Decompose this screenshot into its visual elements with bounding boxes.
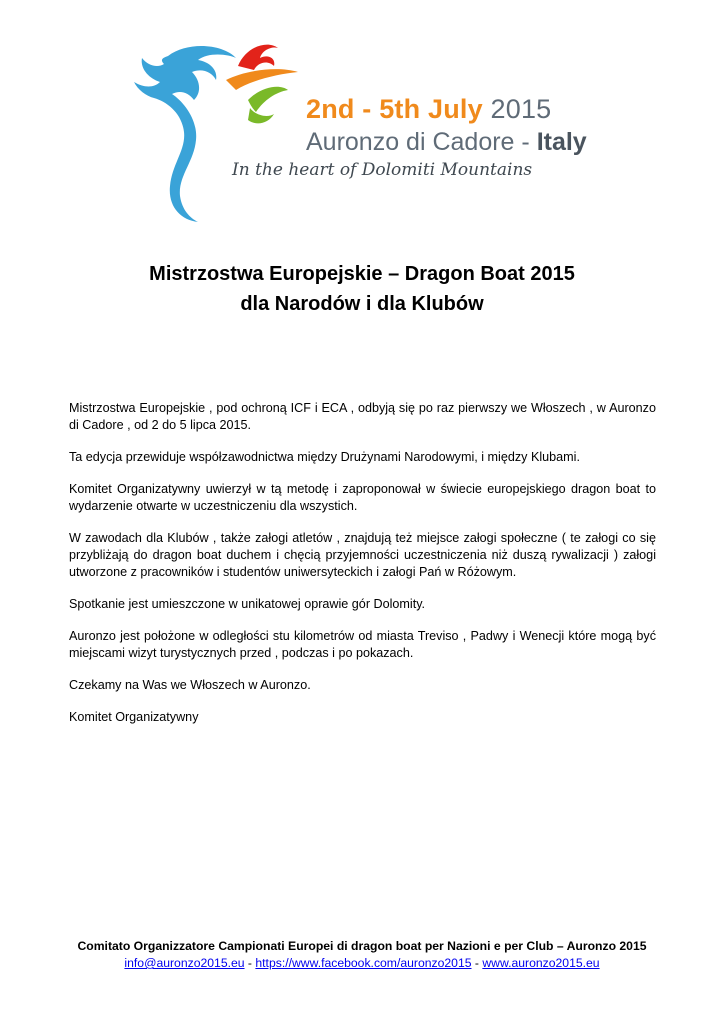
footer-separator: - [244,956,256,970]
leaf-green-shape [248,87,288,112]
page-footer [0,938,724,972]
logo-country-text: Italy [536,128,587,156]
document-title [0,259,724,319]
paragraph: Komitet Organizatywny uwierzył w tą metodę i zaproponował w świecie europejskiego dragon boat to wydarzenie otwarte w uczestniczeniu dla wszystich. [69,482,656,513]
paragraph: Mistrzostwa Europejskie , pod ochroną ICF i ECA , odbyją się po raz pierwszy we Włoszech , w Auronzo di Cadore , od 2 do 5 lipca 2015. [69,401,656,432]
footer-links [0,955,724,972]
footer-organizer: Comitato Organizzatore Campionati Europei di dragon boat per Nazioni e per Club – Auronzo 2015 [77,939,647,953]
dragon-body-shape [134,46,236,222]
dragon-logo-graphic [128,36,328,226]
logo-tagline: In the heart of Dolomiti Mountains [232,160,533,180]
document-body [69,400,656,741]
leaf-green-shape-2 [248,108,274,123]
signature-paragraph: Komitet Organizatywny [69,710,199,724]
email-link[interactable]: info@auronzo2015.eu [124,956,245,970]
title-line-1: Mistrzostwa Europejskie – Dragon Boat 2015 [149,263,575,285]
website-link[interactable]: www.auronzo2015.eu [482,956,600,970]
paragraph: W zawodach dla Klubów , także załogi atletów , znajdują też miejsce załogi społeczne ( te załogi co się przybliżają do dragon boat duchem i chęcią przyjemności uczestniczenia niż duszą rywalizacji ) załogi utworzone z pracowników i studentów uniwersyteckich i załogi Pań w Różowym. [69,531,656,579]
title-line-2: dla Narodów i dla Klubów [240,293,484,315]
flame-red-shape [238,45,278,70]
facebook-link[interactable]: https://www.facebook.com/auronzo2015 [255,956,472,970]
footer-separator: - [471,956,483,970]
logo-place-text: Auronzo di Cadore - [306,128,537,156]
paragraph: Spotkanie jest umieszczone w unikatowej oprawie gór Dolomity. [69,597,426,611]
event-logo [128,36,587,226]
logo-date-text: 2nd - 5th July [306,94,483,124]
logo-event-place [306,128,587,157]
flame-orange-shape [226,69,298,90]
logo-year-text: 2015 [490,94,552,124]
paragraph: Auronzo jest położone w odległości stu kilometrów od miasta Treviso , Padwy i Wenecji które mogą być miejscami wizyt turystycznych przed , podczas i po pokazach. [69,629,656,660]
logo-event-date [306,94,551,125]
paragraph: Czekamy na Was we Włoszech w Auronzo. [69,678,311,692]
paragraph: Ta edycja przewiduje współzawodnictwa między Drużynami Narodowymi, i między Klubami. [69,450,580,464]
